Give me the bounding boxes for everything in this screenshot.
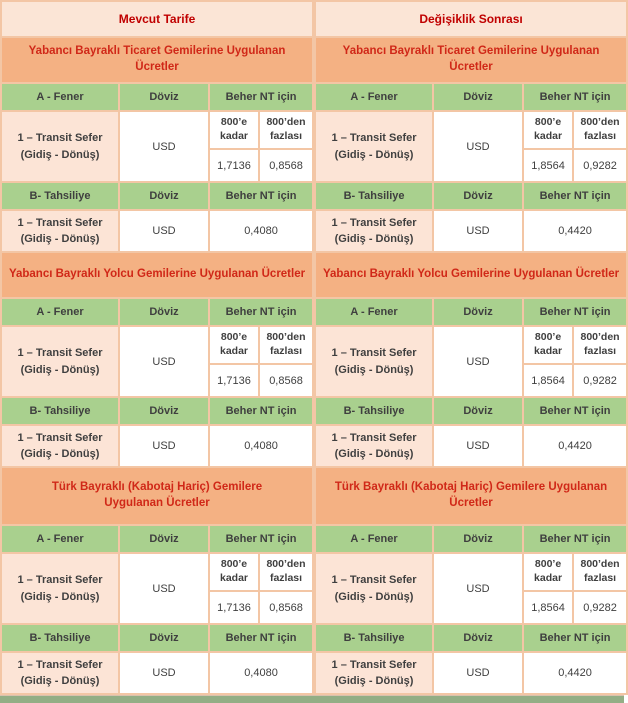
- tahsiliye-data-row: [315, 425, 627, 467]
- tier1-rate: 1,8564: [523, 364, 573, 397]
- currency-column-header: Döviz: [119, 83, 209, 111]
- fener-data-row: [1, 553, 313, 591]
- currency-column-header: Döviz: [119, 397, 209, 425]
- current-tariff-title: Mevcut Tarife: [1, 1, 313, 37]
- tier1-label: 800’e kadar: [209, 553, 259, 591]
- unit-column-header: Beher NT için: [523, 397, 627, 425]
- section-header-row: [315, 37, 627, 83]
- tahsiliye-data-row: [1, 425, 313, 467]
- route-label-line1: 1 – Transit Sefer: [331, 132, 417, 144]
- fener-header-row: [1, 298, 313, 326]
- tahsiliye-column-header: B- Tahsiliye: [315, 182, 433, 210]
- fener-column-header: A - Fener: [1, 298, 119, 326]
- currency-column-header: Döviz: [433, 624, 523, 652]
- route-label: [315, 210, 433, 252]
- fener-column-header: A - Fener: [315, 83, 433, 111]
- tier2-label: 800’den fazlası: [259, 326, 313, 364]
- section-header-row: [1, 252, 313, 298]
- fener-data-row: [1, 326, 313, 364]
- route-label-line1: 1 – Transit Sefer: [17, 431, 103, 444]
- route-label: [315, 425, 433, 467]
- tariff-section: [315, 37, 627, 252]
- tier2-rate: 0,9282: [573, 591, 627, 624]
- tahsiliye-column-header: B- Tahsiliye: [315, 397, 433, 425]
- tahsiliye-rate: 0,4420: [523, 425, 627, 467]
- currency-value: USD: [433, 326, 523, 397]
- tier1-rate: 1,8564: [523, 591, 573, 624]
- section-header-row: [1, 467, 313, 525]
- currency-column-header: Döviz: [433, 525, 523, 553]
- cutoff-next-row-sliver: [0, 695, 624, 703]
- tier1-label: 800’e kadar: [523, 326, 573, 364]
- route-label-line1: 1 – Transit Sefer: [331, 216, 417, 229]
- unit-column-header: Beher NT için: [523, 83, 627, 111]
- unit-column-header: Beher NT için: [209, 182, 313, 210]
- unit-column-header: Beher NT için: [209, 525, 313, 553]
- route-label-line2: (Gidiş - Dönüş): [20, 590, 100, 603]
- route-label-line2: (Gidiş - Dönüş): [334, 148, 414, 161]
- route-label-line1: 1 – Transit Sefer: [331, 658, 417, 671]
- currency-value: USD: [119, 111, 209, 182]
- tahsiliye-rate: 0,4080: [209, 210, 313, 252]
- tier2-rate: 0,8568: [259, 591, 313, 624]
- tier2-rate: 0,9282: [573, 364, 627, 397]
- tariff-section: [315, 252, 627, 467]
- tariff-section: [315, 467, 627, 694]
- currency-value: USD: [433, 111, 523, 182]
- route-label: [315, 652, 433, 694]
- tahsiliye-rate: 0,4420: [523, 652, 627, 694]
- route-label-line1: 1 – Transit Sefer: [17, 347, 103, 359]
- tahsiliye-column-header: B- Tahsiliye: [315, 624, 433, 652]
- tahsiliye-column-header: B- Tahsiliye: [1, 182, 119, 210]
- currency-value: USD: [433, 553, 523, 624]
- route-label: [1, 111, 119, 182]
- section-title: Yabancı Bayraklı Ticaret Gemilerine Uygulanan Ücretler: [315, 37, 627, 83]
- tahsiliye-column-header: B- Tahsiliye: [1, 624, 119, 652]
- currency-value: USD: [433, 425, 523, 467]
- tier1-rate: 1,7136: [209, 591, 259, 624]
- route-label-line1: 1 – Transit Sefer: [331, 574, 417, 586]
- route-label: [1, 326, 119, 397]
- fener-header-row: [315, 83, 627, 111]
- currency-column-header: Döviz: [119, 624, 209, 652]
- after-change-title: Değişiklik Sonrası: [315, 1, 627, 37]
- tier2-rate: 0,9282: [573, 149, 627, 182]
- currency-column-header: Döviz: [433, 182, 523, 210]
- section-header-row: [1, 37, 313, 83]
- tahsiliye-column-header: B- Tahsiliye: [1, 397, 119, 425]
- tier2-rate: 0,8568: [259, 364, 313, 397]
- unit-column-header: Beher NT için: [209, 83, 313, 111]
- route-label-line1: 1 – Transit Sefer: [17, 132, 103, 144]
- currency-column-header: Döviz: [433, 298, 523, 326]
- route-label-line1: 1 – Transit Sefer: [17, 574, 103, 586]
- unit-column-header: Beher NT için: [209, 298, 313, 326]
- tier1-label: 800’e kadar: [209, 326, 259, 364]
- currency-value: USD: [119, 553, 209, 624]
- section-title: Yabancı Bayraklı Yolcu Gemilerine Uygulanan Ücretler: [1, 252, 313, 298]
- table-title-row: [315, 1, 627, 37]
- currency-value: USD: [119, 326, 209, 397]
- section-header-row: [315, 467, 627, 525]
- tier1-rate: 1,7136: [209, 364, 259, 397]
- fener-column-header: A - Fener: [315, 298, 433, 326]
- tariff-section: [1, 467, 313, 694]
- tahsiliye-data-row: [1, 652, 313, 694]
- currency-column-header: Döviz: [119, 525, 209, 553]
- route-label-line2: (Gidiş - Dönüş): [20, 233, 100, 245]
- table-after-change: [314, 0, 628, 695]
- tahsiliye-data-row: [315, 210, 627, 252]
- currency-column-header: Döviz: [119, 182, 209, 210]
- fener-data-row: [1, 111, 313, 149]
- route-label: [1, 553, 119, 624]
- tahsiliye-header-row: [315, 624, 627, 652]
- route-label-line1: 1 – Transit Sefer: [17, 658, 103, 671]
- route-label-line2: (Gidiş - Dönüş): [334, 675, 414, 687]
- section-title: Türk Bayraklı (Kabotaj Hariç) Gemilere Uygulanan Ücretler: [1, 467, 313, 525]
- fener-header-row: [1, 525, 313, 553]
- route-label-line2: (Gidiş - Dönüş): [20, 363, 100, 376]
- route-label: [1, 652, 119, 694]
- route-label-line2: (Gidiş - Dönüş): [20, 675, 100, 687]
- route-label-line2: (Gidiş - Dönüş): [334, 233, 414, 245]
- tahsiliye-rate: 0,4420: [523, 210, 627, 252]
- route-label-line2: (Gidiş - Dönüş): [334, 590, 414, 603]
- section-title: Yabancı Bayraklı Ticaret Gemilerine Uygulanan Ücretler: [1, 37, 313, 83]
- route-label: [315, 111, 433, 182]
- unit-column-header: Beher NT için: [523, 624, 627, 652]
- table-current-tariff: [0, 0, 314, 695]
- tier1-label: 800’e kadar: [523, 553, 573, 591]
- section-title: Türk Bayraklı (Kabotaj Hariç) Gemilere Uygulanan Ücretler: [315, 467, 627, 525]
- route-label: [1, 425, 119, 467]
- tier1-label: 800’e kadar: [523, 111, 573, 149]
- unit-column-header: Beher NT için: [523, 182, 627, 210]
- route-label-line1: 1 – Transit Sefer: [331, 347, 417, 359]
- route-label: [315, 553, 433, 624]
- tier2-label: 800’den fazlası: [573, 326, 627, 364]
- tariff-section: [1, 37, 313, 252]
- tier1-label: 800’e kadar: [209, 111, 259, 149]
- currency-column-header: Döviz: [119, 298, 209, 326]
- route-label-line1: 1 – Transit Sefer: [331, 431, 417, 444]
- fener-header-row: [315, 525, 627, 553]
- tahsiliye-header-row: [315, 182, 627, 210]
- fener-data-row: [315, 553, 627, 591]
- route-label: [315, 326, 433, 397]
- unit-column-header: Beher NT için: [523, 298, 627, 326]
- tier2-label: 800’den fazlası: [573, 111, 627, 149]
- currency-column-header: Döviz: [433, 83, 523, 111]
- fener-data-row: [315, 111, 627, 149]
- tahsiliye-header-row: [1, 397, 313, 425]
- route-label-line2: (Gidiş - Dönüş): [334, 448, 414, 460]
- tahsiliye-header-row: [1, 182, 313, 210]
- tier2-label: 800’den fazlası: [259, 553, 313, 591]
- fener-header-row: [315, 298, 627, 326]
- route-label-line1: 1 – Transit Sefer: [17, 216, 103, 229]
- tahsiliye-rate: 0,4080: [209, 652, 313, 694]
- currency-value: USD: [119, 425, 209, 467]
- unit-column-header: Beher NT için: [209, 397, 313, 425]
- tariff-section: [1, 252, 313, 467]
- route-label-line2: (Gidiş - Dönüş): [20, 448, 100, 460]
- fener-column-header: A - Fener: [315, 525, 433, 553]
- tier1-rate: 1,7136: [209, 149, 259, 182]
- tahsiliye-data-row: [315, 652, 627, 694]
- tier2-label: 800’den fazlası: [573, 553, 627, 591]
- tier1-rate: 1,8564: [523, 149, 573, 182]
- currency-value: USD: [119, 652, 209, 694]
- route-label: [1, 210, 119, 252]
- route-label-line2: (Gidiş - Dönüş): [20, 148, 100, 161]
- fener-column-header: A - Fener: [1, 525, 119, 553]
- currency-value: USD: [433, 652, 523, 694]
- tier2-label: 800’den fazlası: [259, 111, 313, 149]
- currency-value: USD: [119, 210, 209, 252]
- fener-header-row: [1, 83, 313, 111]
- tahsiliye-header-row: [1, 624, 313, 652]
- fener-column-header: A - Fener: [1, 83, 119, 111]
- table-title-row: [1, 1, 313, 37]
- tier2-rate: 0,8568: [259, 149, 313, 182]
- currency-column-header: Döviz: [433, 397, 523, 425]
- fener-data-row: [315, 326, 627, 364]
- currency-value: USD: [433, 210, 523, 252]
- section-header-row: [315, 252, 627, 298]
- tahsiliye-rate: 0,4080: [209, 425, 313, 467]
- tahsiliye-data-row: [1, 210, 313, 252]
- unit-column-header: Beher NT için: [209, 624, 313, 652]
- tahsiliye-header-row: [315, 397, 627, 425]
- route-label-line2: (Gidiş - Dönüş): [334, 363, 414, 376]
- unit-column-header: Beher NT için: [523, 525, 627, 553]
- section-title: Yabancı Bayraklı Yolcu Gemilerine Uygulanan Ücretler: [315, 252, 627, 298]
